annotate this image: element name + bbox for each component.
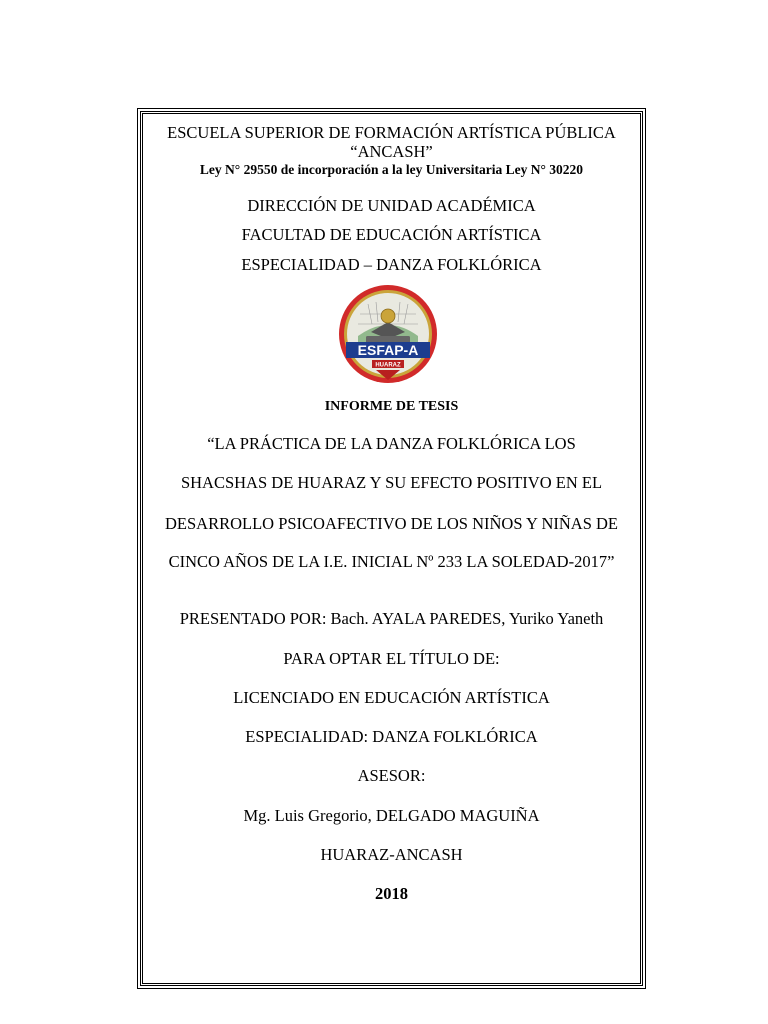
advisor-label: ASESOR: (357, 766, 426, 785)
facultad-heading: FACULTAD DE EDUCACIÓN ARTÍSTICA (241, 225, 542, 244)
thesis-title-line-2: SHACSHAS DE HUARAZ Y SU EFECTO POSITIVO EN EL (180, 473, 603, 492)
cover-page-frame (140, 111, 643, 986)
thesis-title-line-4: CINCO AÑOS DE LA I.E. INICIAL Nº 233 LA SOLEDAD-2017” (168, 552, 615, 571)
advisor-name: Mg. Luis Gregorio, DELGADO MAGUIÑA (243, 806, 540, 825)
logo-city-text: HUARAZ (375, 362, 401, 369)
thesis-type: INFORME DE TESIS (324, 399, 459, 414)
thesis-title-line-3: DESARROLLO PSICOAFECTIVO DE LOS NIÑOS Y NIÑAS DE (164, 514, 618, 533)
degree-specialty: ESPECIALIDAD: DANZA FOLKLÓRICA (245, 727, 538, 746)
thesis-title-line-1: “LA PRÁCTICA DE LA DANZA FOLKLÓRICA LOS (207, 434, 576, 453)
school-subtitle: “ANCASH” (350, 142, 433, 161)
esfap-logo (338, 284, 438, 384)
especialidad-heading: ESPECIALIDAD – DANZA FOLKLÓRICA (241, 255, 542, 274)
school-name: ESCUELA SUPERIOR DE FORMACIÓN ARTÍSTICA PÚBLICA (167, 123, 616, 142)
presenter: PRESENTADO POR: Bach. AYALA PAREDES, Yuriko Yaneth (179, 609, 604, 628)
degree-title: LICENCIADO EN EDUCACIÓN ARTÍSTICA (233, 688, 550, 707)
place: HUARAZ-ANCASH (320, 845, 463, 864)
degree-label: PARA OPTAR EL TÍTULO DE: (283, 649, 500, 668)
logo-name-text: ESFAP-A (357, 342, 419, 358)
year: 2018 (375, 884, 408, 903)
law-line: Ley N° 29550 de incorporación a la ley Universitaria Ley N° 30220 (199, 162, 584, 177)
direccion-heading: DIRECCIÓN DE UNIDAD ACADÉMICA (247, 196, 536, 215)
